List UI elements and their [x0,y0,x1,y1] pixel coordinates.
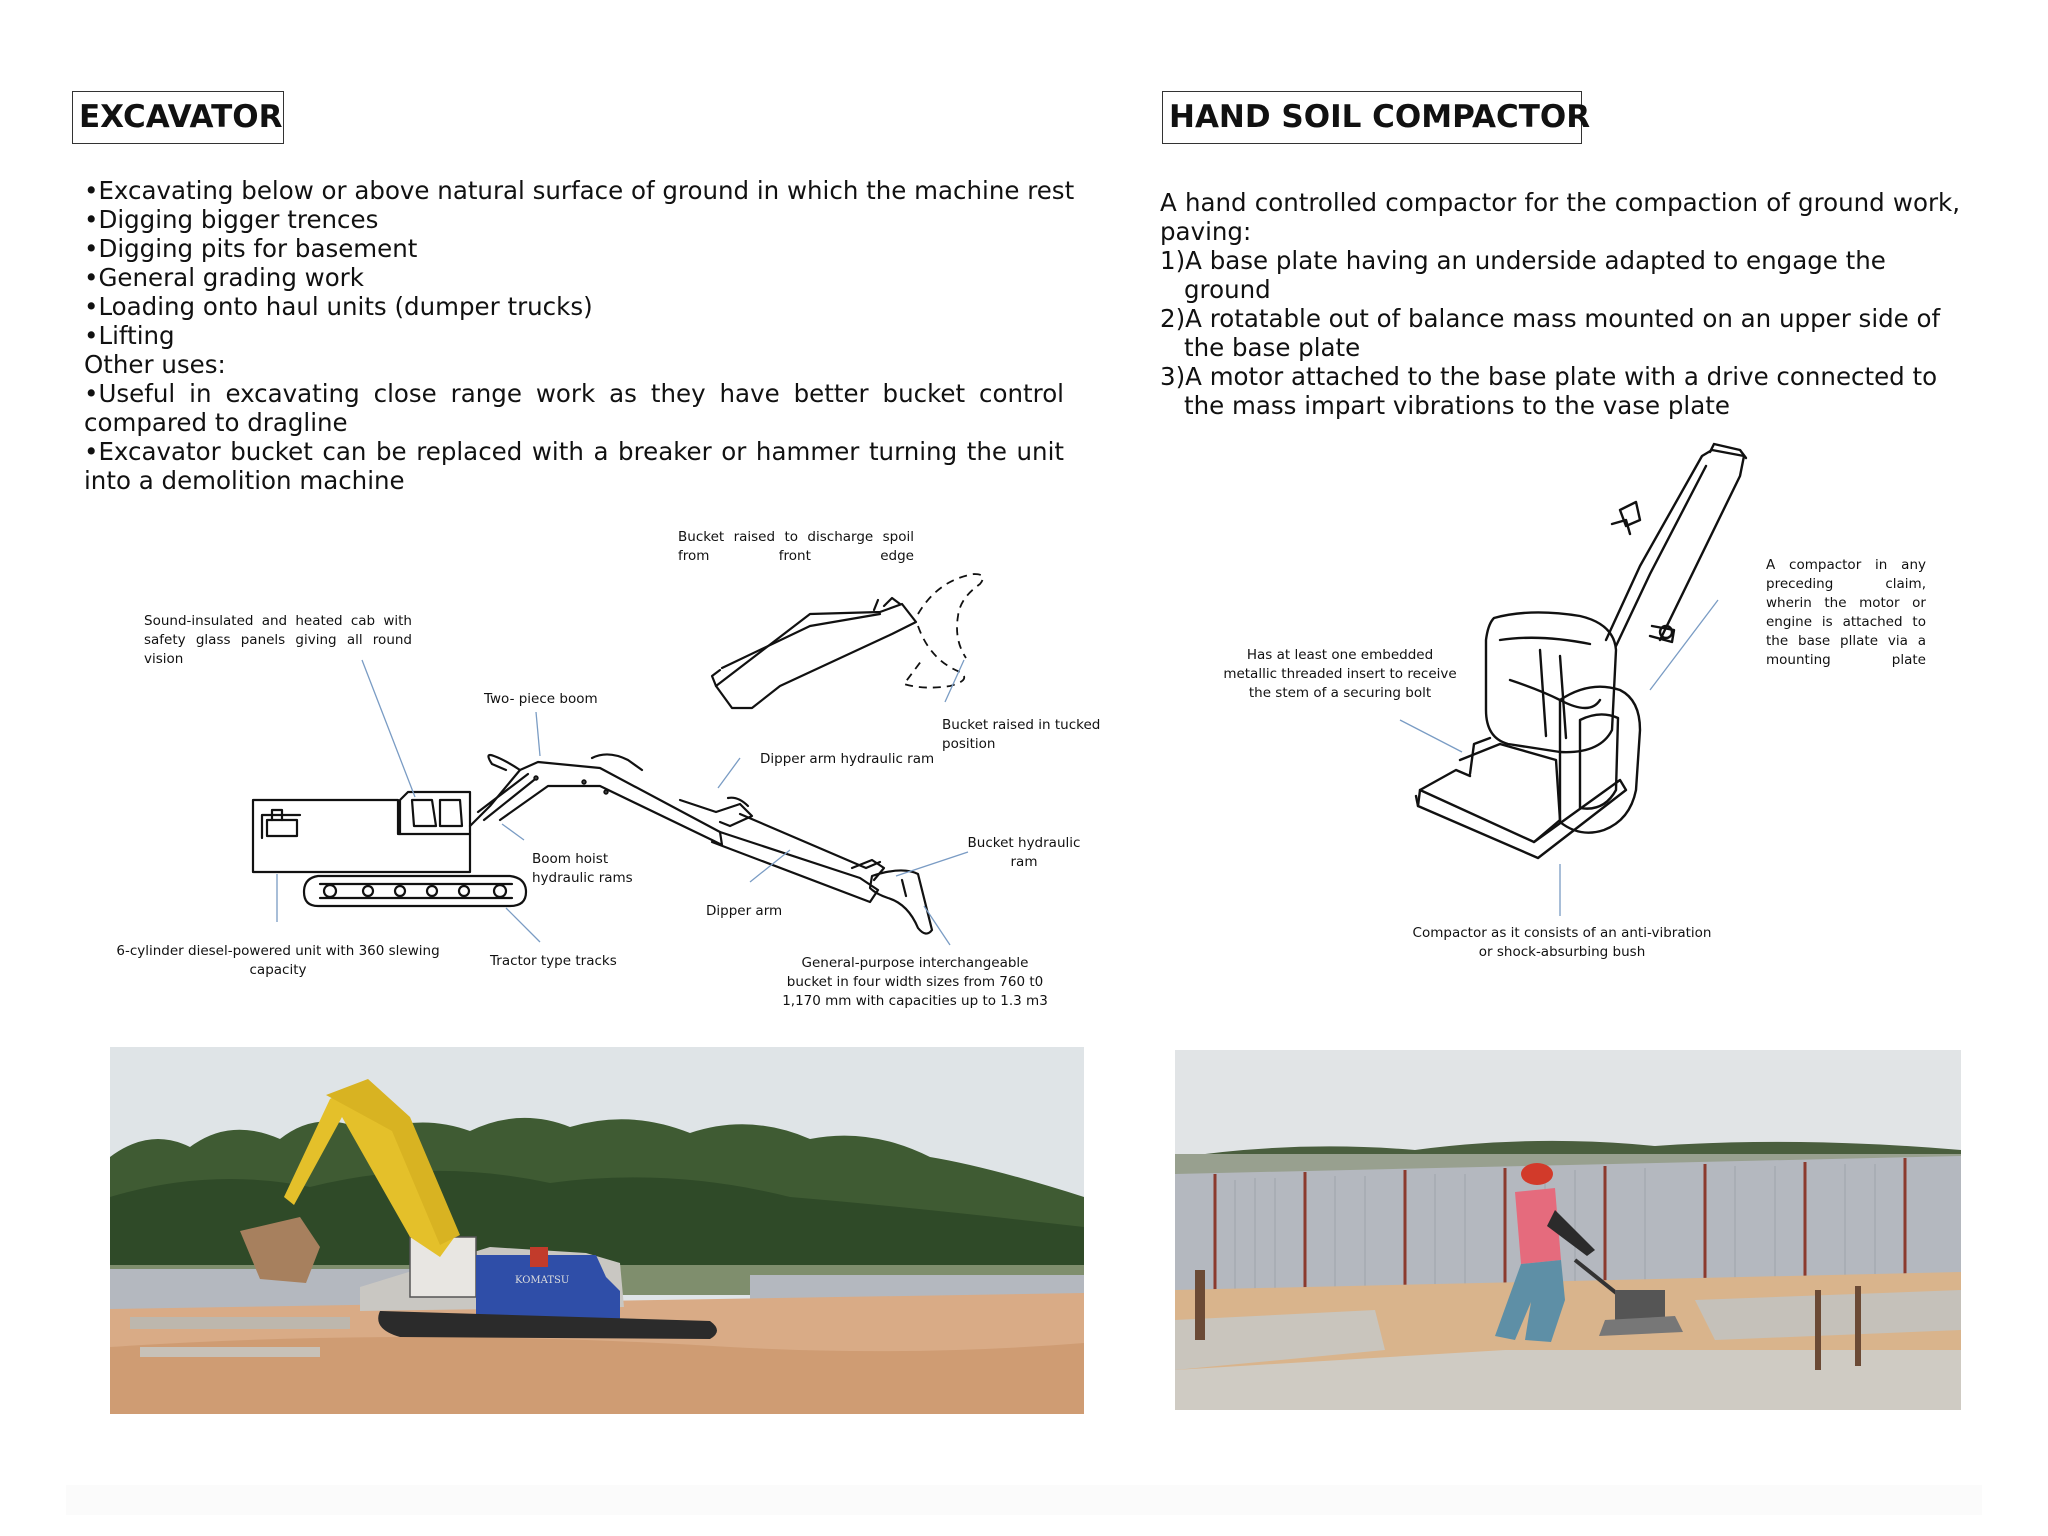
label-mounting-plate: A compactor in any preceding claim, wherin the motor or engine is attached to the base pllate via a mounting plate [1766,557,1926,668]
label-anti-vibration-bush: Compactor as it consists of an anti-vibration or shock-absurbing bush [1412,925,1712,960]
label-engine: 6-cylinder diesel-powered unit with 360 slewing capacity [116,943,440,978]
use-item: •General grading work [84,263,364,292]
excavator-title: EXCAVATOR [72,91,284,144]
use-item: •Digging pits for basement [84,234,418,263]
label-tracks: Tractor type tracks [490,953,617,969]
other-use-item: •Useful in excavating close range work as they have better bucket control compared to dragline [84,379,1064,437]
compactor-title: HAND SOIL COMPACTOR [1162,91,1582,144]
label-threaded-insert: Has at least one embedded metallic threaded insert to receive the stem of a securing bolt [1223,647,1457,701]
compactor-photo [1175,1050,1961,1410]
label-bucket-tucked: Bucket raised in tucked position [942,717,1101,752]
label-cab: Sound-insulated and heated cab with safety glass panels giving all round vision [144,613,412,667]
label-bucket-discharge: Bucket raised to discharge spoil from front edge [678,529,914,564]
label-two-piece-boom: Two- piece boom [484,691,598,707]
other-uses-heading: Other uses: [84,350,226,379]
compactor-item: 2)A rotatable out of balance mass mounted on an upper side of the base plate [1160,304,1941,362]
compactor-intro: A hand controlled compactor for the compaction of ground work, paving: [1160,188,1960,246]
label-bucket-general: General-purpose interchangeable bucket in four width sizes from 760 t0 1,170 mm with capacities up to 1.3 m3 [782,955,1048,1009]
label-dipper-arm: Dipper arm [706,903,783,919]
photo-brand: KOMATSU [515,1275,570,1286]
use-item: •Digging bigger trences [84,205,379,234]
use-item: •Loading onto haul units (dumper trucks) [84,292,593,321]
label-boom-hoist: Boom hoist hydraulic rams [532,851,633,886]
use-item: •Lifting [84,321,175,350]
compactor-item: 1)A base plate having an underside adapted to engage the ground [1160,246,1886,304]
use-item: •Excavating below or above natural surface of ground in which the machine rest [84,176,1075,205]
other-use-item: •Excavator bucket can be replaced with a breaker or hammer turning the unit into a demolition machine [84,437,1064,495]
label-dipper-ram: Dipper arm hydraulic ram [760,751,935,767]
compactor-item: 3)A motor attached to the base plate with a drive connected to the mass impart vibrations to the vase plate [1160,362,1938,420]
label-bucket-ram: Bucket hydraulic ram [967,835,1081,870]
